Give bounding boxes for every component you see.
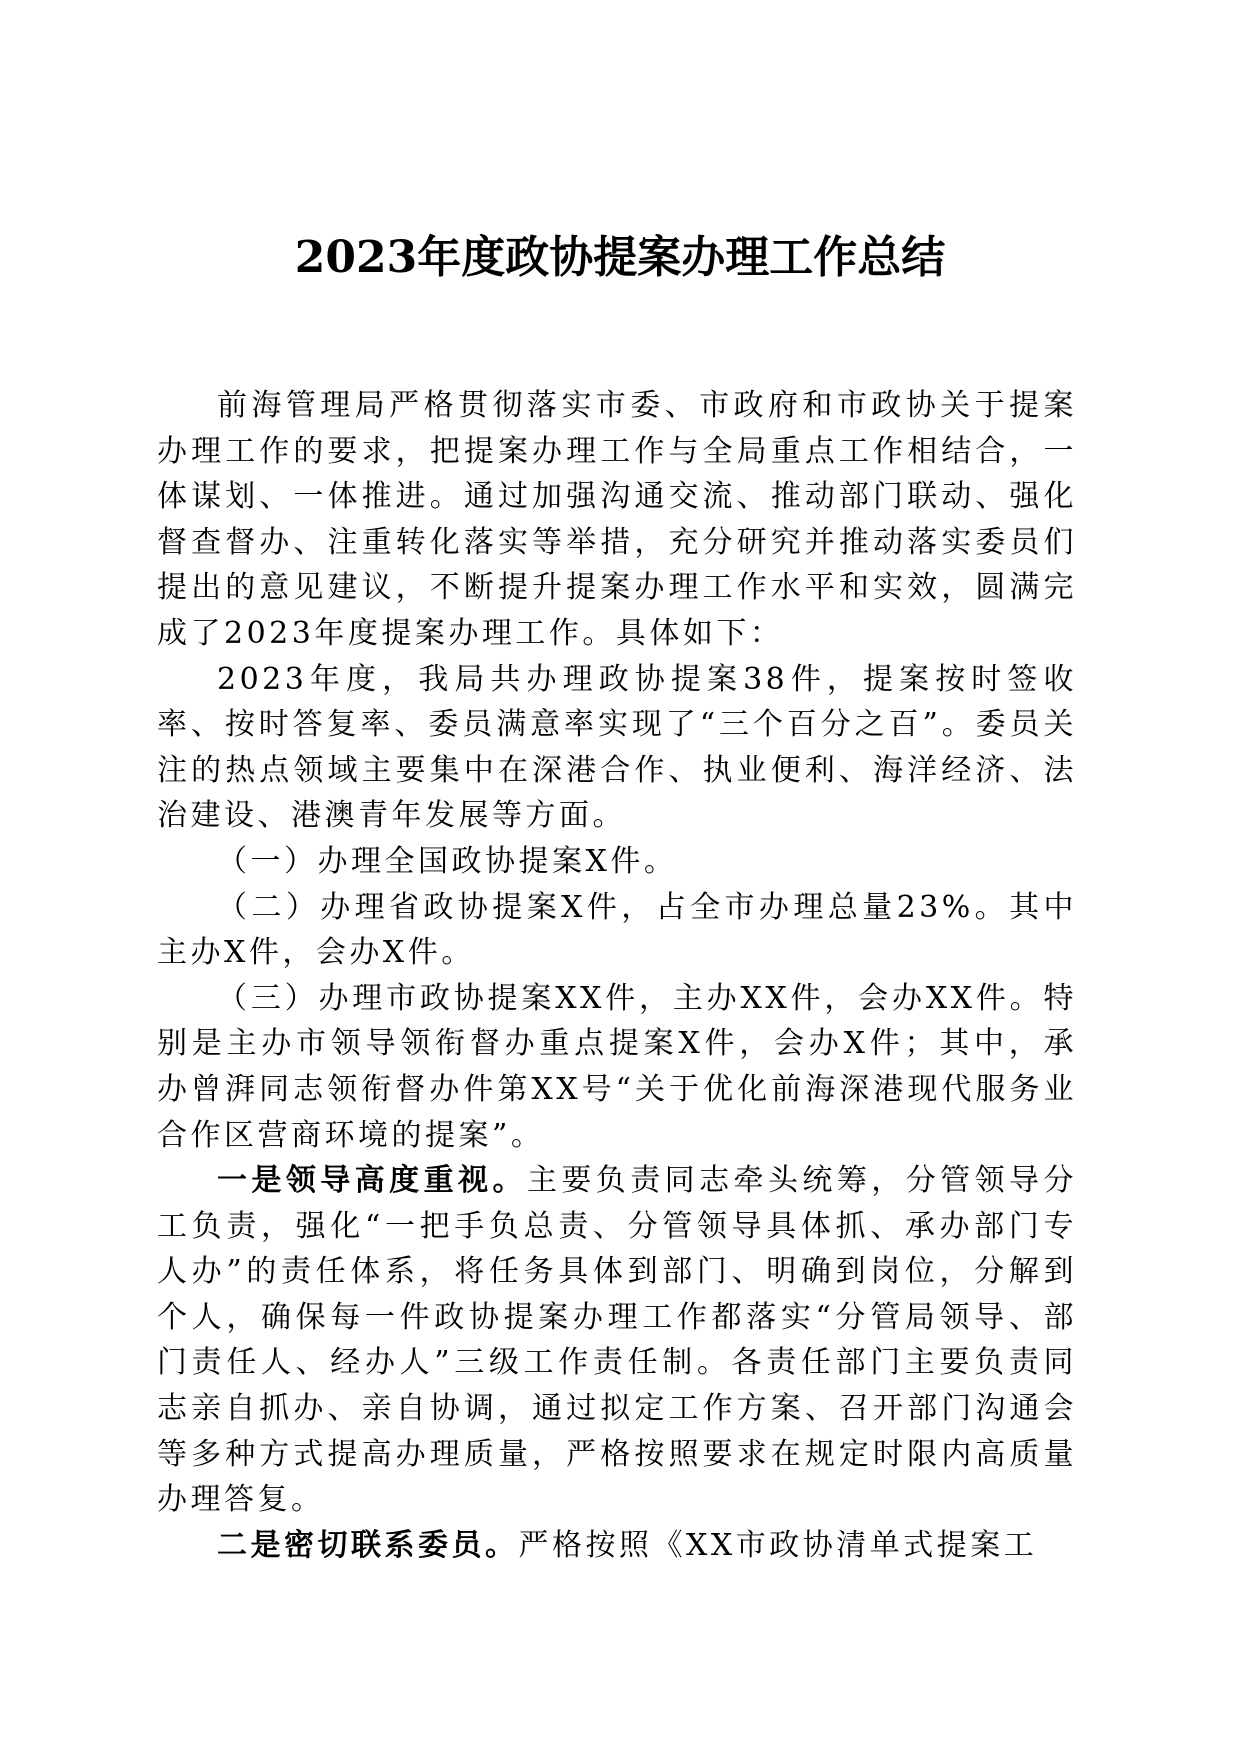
paragraph-text: （三）办理市政协提案XX件，主办XX件，会办XX件。特别是主办市领导领衔督办重点提案X件，会办X件；其中，承办曾湃同志领衔督办件第XX号“关于优化前海深港现代服务业合作区营商环境的提案”。	[157, 980, 1077, 1153]
paragraph-text: 2023年度，我局共办理政协提案38件，提案按时签收率、按时答复率、委员满意率实现了“三个百分之百”。委员关注的热点领域主要集中在深港合作、执业便利、海洋经济、法治建设、港澳青年发展等方面。	[157, 661, 1077, 834]
summary-paragraph	[157, 657, 1077, 839]
item-municipal-paragraph	[157, 976, 1077, 1158]
paragraph-text: （一）办理全国政协提案X件。	[217, 843, 678, 879]
paragraph-text: 严格按照《XX市政协清单式提案工	[518, 1527, 1038, 1563]
paragraph-text: （二）办理省政协提案X件，占全市办理总量23%。其中主办X件，会办X件。	[157, 889, 1077, 971]
paragraph-text: 前海管理局严格贯彻落实市委、市政府和市政协关于提案办理工作的要求，把提案办理工作与全局重点工作相结合，一体谋划、一体推进。通过加强沟通交流、推动部门联动、强化督查督办、注重转化落实等举措，充分研究并推动落实委员们提出的意见建议，不断提升提案办理工作水平和实效，圆满完成了2023年度提案办理工作。具体如下：	[157, 388, 1077, 651]
item-national-paragraph	[157, 839, 1077, 885]
contact-members-paragraph	[157, 1523, 1077, 1569]
item-provincial-paragraph	[157, 885, 1077, 976]
paragraph-lead: 一是领导高度重视。	[217, 1163, 527, 1199]
intro-paragraph	[157, 383, 1077, 657]
leadership-paragraph	[157, 1158, 1077, 1523]
document-body	[157, 383, 1077, 1568]
document-title: 2023年度政协提案办理工作总结	[294, 232, 946, 283]
paragraph-lead: 二是密切联系委员。	[217, 1527, 519, 1563]
paragraph-text: 主要负责同志牵头统筹，分管领导分工负责，强化“一把手负总责、分管领导具体抓、承办部门专人办”的责任体系，将任务具体到部门、明确到岗位，分解到个人，确保每一件政协提案办理工作都落实“分管局领导、部门责任人、经办人”三级工作责任制。各责任部门主要负责同志亲自抓办、亲自协调，通过拟定工作方案、召开部门沟通会等多种方式提高办理质量，严格按照要求在规定时限内高质量办理答复。	[157, 1163, 1077, 1518]
